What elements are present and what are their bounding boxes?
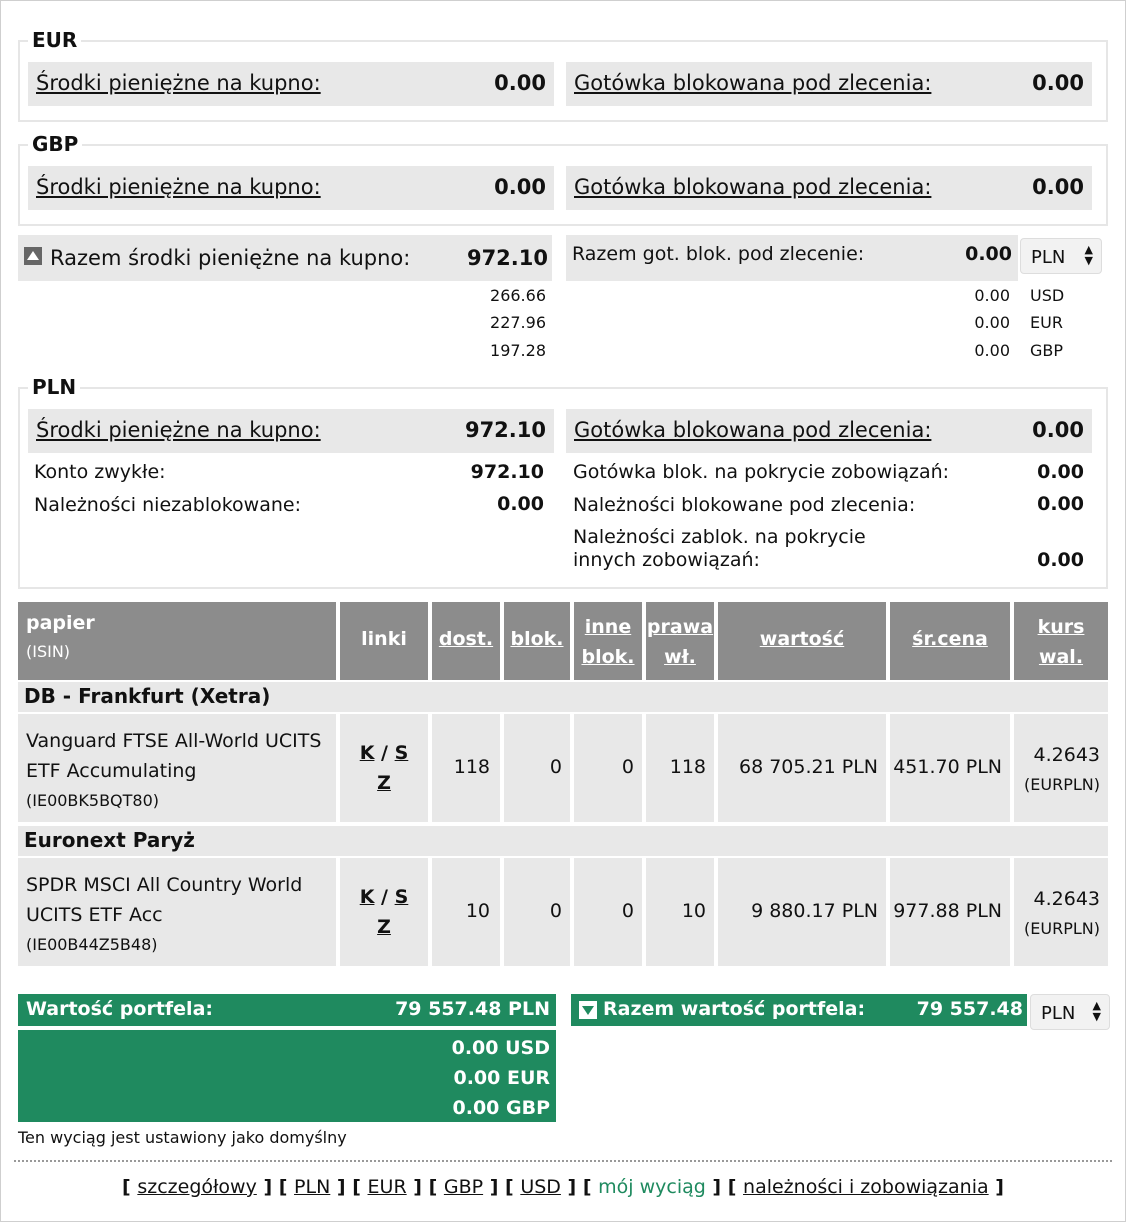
blocked-breakdown-eur-currency: EUR [1030, 313, 1063, 332]
th-links-label: linki [361, 628, 407, 650]
footer-link-detailed[interactable]: szczegółowy [137, 1176, 257, 1198]
portfolio-value: 79 557.48 PLN [395, 998, 550, 1020]
row-1-avail: 118 [432, 714, 500, 822]
row-2-rate-value: 4.2643 [1033, 888, 1100, 910]
gbp-blocked-value: 0.00 [1032, 175, 1084, 199]
row-2-blocked: 0 [504, 858, 570, 966]
pln-cash-blocked-obligations-label: Gotówka blok. na pokrycie zobowiązań: [573, 461, 950, 483]
gbp-blocked-link[interactable]: Gotówka blokowana pod zlecenia: [574, 175, 932, 199]
gbp-blocked-row [566, 166, 1092, 210]
pln-regular-account-label: Konto zwykłe: [34, 461, 166, 483]
sort-blocked-link[interactable]: blok. [510, 628, 564, 650]
eur-section [18, 28, 1108, 122]
pln-legend: PLN [28, 375, 80, 399]
pln-receivables-blocked-orders-label: Należności blokowane pod zlecenia: [573, 494, 916, 516]
row-1-name-line1: Vanguard FTSE All-World UCITS [26, 730, 322, 752]
pln-unblocked-receivables-label: Należności niezablokowane: [34, 494, 301, 516]
row-2-link-k[interactable]: K [359, 886, 375, 908]
th-avg-price [890, 602, 1010, 680]
pln-blocked-row [566, 409, 1092, 453]
total-cash-label: Razem środki pieniężne na kupno: [50, 246, 411, 270]
portfolio-breakdown [18, 1030, 556, 1122]
cash-breakdown-1: 266.66 [490, 286, 546, 305]
default-statement-note: Ten wyciąg jest ustawiony jako domyślny [18, 1128, 347, 1147]
row-2-link-s[interactable]: S [394, 886, 409, 908]
th-paper [18, 602, 336, 680]
pln-receivables-blocked-orders-value: 0.00 [1037, 493, 1084, 515]
sort-rights-link-1[interactable]: prawa [646, 616, 714, 638]
row-2-link-z[interactable]: Z [377, 916, 391, 938]
th-isin-label: (ISIN) [26, 642, 71, 661]
row-2-links: K / S Z [340, 858, 428, 966]
updown-arrows-icon: ▲ ▼ [1092, 999, 1101, 1023]
footer-link-my-statement[interactable]: mój wyciąg [598, 1176, 706, 1198]
footer-link-eur[interactable]: EUR [367, 1176, 407, 1198]
gbp-cash-link[interactable]: Środki pieniężne na kupno: [36, 175, 321, 199]
pln-regular-account-value: 972.10 [470, 461, 544, 483]
total-currency-select[interactable] [1020, 238, 1102, 274]
th-blocked [504, 602, 570, 680]
sort-other-link-1[interactable]: inne [584, 616, 632, 638]
gbp-section [18, 132, 1108, 226]
row-1-link-s[interactable]: S [394, 742, 409, 764]
sort-value-link[interactable]: wartość [759, 628, 845, 650]
th-paper-label: papier [26, 612, 95, 634]
portfolio-value-label: Wartość portfela: [26, 998, 213, 1020]
row-2-paper [18, 858, 336, 966]
row-2-name-line1: SPDR MSCI All Country World [26, 874, 303, 896]
row-1-other: 0 [574, 714, 642, 822]
portfolio-breakdown-usd: 0.00 USD [451, 1037, 550, 1059]
triangle-down-icon [579, 1001, 597, 1019]
th-rate [1014, 602, 1108, 680]
eur-cash-row [28, 62, 554, 106]
row-2-rights: 10 [646, 858, 714, 966]
pln-blocked-link[interactable]: Gotówka blokowana pod zlecenia: [574, 418, 932, 442]
blocked-breakdown-usd-currency: USD [1030, 286, 1065, 305]
row-2-rate-pair: (EURPLN) [1024, 919, 1100, 938]
blocked-breakdown-eur-value: 0.00 [974, 313, 1010, 332]
total-blocked-label: Razem got. blok. pod zlecenie: [572, 243, 865, 265]
sort-other-link-2[interactable]: blok. [581, 646, 635, 668]
row-1-rate-pair: (EURPLN) [1024, 775, 1100, 794]
sort-rate-link-2[interactable]: wal. [1038, 646, 1084, 668]
portfolio-total-label: Razem wartość portfela: [603, 998, 866, 1020]
pln-cash-link[interactable]: Środki pieniężne na kupno: [36, 418, 321, 442]
eur-blocked-row [566, 62, 1092, 106]
row-2-name-line2: UCITS ETF Acc [26, 904, 163, 926]
row-1-rate [1014, 714, 1108, 822]
group-header-euronext: Euronext Paryż [18, 826, 1108, 856]
footer-link-pln[interactable]: PLN [294, 1176, 331, 1198]
eur-cash-link[interactable]: Środki pieniężne na kupno: [36, 71, 321, 95]
pln-blocked-value: 0.00 [1032, 418, 1084, 442]
pln-cash-blocked-obligations-value: 0.00 [1037, 461, 1084, 483]
row-1-blocked: 0 [504, 714, 570, 822]
row-2-value: 9 880.17 PLN [718, 858, 886, 966]
pln-receivables-blocked-other-value: 0.00 [1037, 549, 1084, 571]
row-1-value: 68 705.21 PLN [718, 714, 886, 822]
updown-arrows-icon: ▲ ▼ [1084, 243, 1093, 267]
gbp-cash-value: 0.00 [494, 175, 546, 199]
footer-link-receivables[interactable]: należności i zobowiązania [743, 1176, 989, 1198]
portfolio-breakdown-eur: 0.00 EUR [453, 1067, 550, 1089]
select-value: PLN [1041, 1003, 1076, 1024]
eur-blocked-link[interactable]: Gotówka blokowana pod zlecenia: [574, 71, 932, 95]
cash-breakdown-2: 227.96 [490, 313, 546, 332]
pln-cash-row [28, 409, 554, 453]
row-1-avg-price: 451.70 PLN [890, 714, 1010, 822]
expand-toggle[interactable] [579, 1000, 597, 1022]
blocked-breakdown-gbp-value: 0.00 [974, 341, 1010, 360]
row-1-paper [18, 714, 336, 822]
total-cash-row [18, 235, 552, 281]
pln-unblocked-receivables-value: 0.00 [497, 493, 544, 515]
footer-links: [ szczegółowy ] [ PLN ] [ EUR ] [ GBP ] [ USD ] [ mój wyciąg ] [ należności i zobowiązania ] [122, 1176, 1004, 1198]
portfolio-currency-select[interactable] [1030, 994, 1110, 1030]
eur-legend: EUR [28, 28, 81, 52]
sort-avail-link[interactable]: dost. [438, 628, 494, 650]
portfolio-total-value: 79 557.48 [916, 998, 1023, 1020]
total-cash-value: 972.10 [466, 246, 548, 270]
row-1-name-line2: ETF Accumulating [26, 760, 197, 782]
blocked-breakdown-gbp-currency: GBP [1030, 341, 1064, 360]
row-1-rate-value: 4.2643 [1033, 744, 1100, 766]
row-1-rights: 118 [646, 714, 714, 822]
portfolio-breakdown-gbp: 0.00 GBP [452, 1097, 550, 1119]
group-header-xetra: DB - Frankfurt (Xetra) [18, 682, 1108, 712]
eur-blocked-value: 0.00 [1032, 71, 1084, 95]
collapse-toggle[interactable] [24, 247, 42, 267]
pln-cash-value: 972.10 [464, 418, 546, 442]
row-1-links: K / S Z [340, 714, 428, 822]
th-rights [646, 602, 714, 680]
th-links [340, 602, 428, 680]
row-1-link-k[interactable]: K [359, 742, 375, 764]
th-other [574, 602, 642, 680]
th-avail [432, 602, 500, 680]
row-2-other: 0 [574, 858, 642, 966]
total-blocked-row [566, 235, 1018, 281]
blocked-breakdown-usd-value: 0.00 [974, 286, 1010, 305]
row-2-rate [1014, 858, 1108, 966]
select-value: PLN [1031, 247, 1066, 268]
th-value [718, 602, 886, 680]
footer-link-gbp[interactable]: GBP [443, 1176, 484, 1198]
footer-divider [14, 1160, 1112, 1162]
row-2-avail: 10 [432, 858, 500, 966]
pln-section [18, 375, 1108, 589]
total-blocked-value: 0.00 [965, 243, 1012, 265]
gbp-cash-row [28, 166, 554, 210]
eur-cash-value: 0.00 [494, 71, 546, 95]
row-1-isin: (IE00BK5BQT80) [26, 791, 160, 810]
triangle-up-icon [24, 247, 42, 265]
row-2-avg-price: 977.88 PLN [890, 858, 1010, 966]
portfolio-value-bar [18, 994, 556, 1026]
pln-receivables-blocked-other-label: Należności zablok. na pokrycie innych zobowiązań: [573, 526, 866, 571]
footer-link-usd[interactable]: USD [520, 1176, 561, 1198]
sort-rights-link-2[interactable]: wł. [664, 646, 696, 668]
row-1-link-z[interactable]: Z [377, 772, 391, 794]
sort-rate-link-1[interactable]: kurs [1037, 616, 1085, 638]
gbp-legend: GBP [28, 132, 82, 156]
portfolio-total-bar [571, 994, 1027, 1026]
cash-breakdown-3: 197.28 [490, 341, 546, 360]
sort-avg-price-link[interactable]: śr.cena [912, 628, 988, 650]
row-2-isin: (IE00B44Z5B48) [26, 935, 158, 954]
